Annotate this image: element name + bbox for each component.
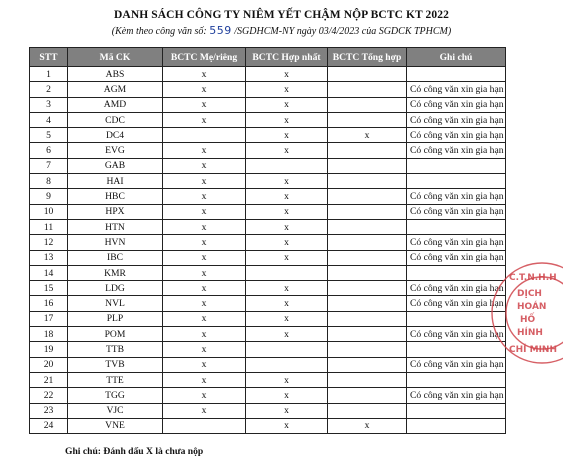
cell-parent-report: x bbox=[163, 296, 246, 311]
cell-consolidated-report: x bbox=[246, 388, 328, 403]
table-row bbox=[30, 327, 506, 342]
cell-combined-report bbox=[328, 296, 407, 311]
table-row bbox=[30, 97, 506, 112]
seal-text: DỊCH bbox=[517, 289, 542, 299]
col-header-code: Mã CK bbox=[68, 48, 163, 67]
cell-combined-report bbox=[328, 311, 407, 326]
cell-stock-code: HPX bbox=[68, 204, 163, 219]
cell-stt: 18 bbox=[30, 327, 68, 342]
cell-stt: 12 bbox=[30, 235, 68, 250]
cell-parent-report: x bbox=[163, 112, 246, 127]
cell-combined-report bbox=[328, 189, 407, 204]
cell-combined-report bbox=[328, 250, 407, 265]
cell-consolidated-report: x bbox=[246, 327, 328, 342]
cell-combined-report: x bbox=[328, 418, 407, 433]
cell-parent-report: x bbox=[163, 403, 246, 418]
table-row bbox=[30, 265, 506, 280]
cell-consolidated-report bbox=[246, 265, 328, 280]
cell-parent-report: x bbox=[163, 174, 246, 189]
table-row bbox=[30, 112, 506, 127]
cell-parent-report: x bbox=[163, 67, 246, 82]
cell-stock-code: AMD bbox=[68, 97, 163, 112]
col-header-consolidated-report: BCTC Hợp nhất bbox=[246, 48, 328, 67]
cell-stock-code: LDG bbox=[68, 281, 163, 296]
cell-stock-code: EVG bbox=[68, 143, 163, 158]
cell-note: Có công văn xin gia hạn bbox=[407, 235, 506, 250]
cell-combined-report bbox=[328, 143, 407, 158]
cell-stt: 1 bbox=[30, 67, 68, 82]
table-row bbox=[30, 250, 506, 265]
cell-consolidated-report: x bbox=[246, 250, 328, 265]
table-row bbox=[30, 174, 506, 189]
cell-consolidated-report: x bbox=[246, 67, 328, 82]
cell-parent-report: x bbox=[163, 250, 246, 265]
subtitle-prefix: (Kèm theo công văn số: bbox=[111, 26, 207, 37]
cell-stt: 13 bbox=[30, 250, 68, 265]
cell-parent-report: x bbox=[163, 219, 246, 234]
seal-text: HÍNH bbox=[517, 328, 543, 338]
cell-note bbox=[407, 372, 506, 387]
cell-stt: 8 bbox=[30, 174, 68, 189]
cell-consolidated-report: x bbox=[246, 82, 328, 97]
cell-stt: 17 bbox=[30, 311, 68, 326]
table-row bbox=[30, 418, 506, 433]
cell-note: Có công văn xin gia hạn bbox=[407, 143, 506, 158]
table-row bbox=[30, 342, 506, 357]
cell-parent-report: x bbox=[163, 281, 246, 296]
cell-parent-report: x bbox=[163, 357, 246, 372]
document-subtitle bbox=[0, 24, 563, 37]
table-row bbox=[30, 67, 506, 82]
cell-stt: 10 bbox=[30, 204, 68, 219]
cell-combined-report bbox=[328, 357, 407, 372]
cell-consolidated-report: x bbox=[246, 128, 328, 143]
table-row bbox=[30, 403, 506, 418]
cell-note: Có công văn xin gia hạn bbox=[407, 204, 506, 219]
cell-stt: 15 bbox=[30, 281, 68, 296]
cell-stt: 19 bbox=[30, 342, 68, 357]
table-row bbox=[30, 82, 506, 97]
cell-stock-code: VNE bbox=[68, 418, 163, 433]
cell-combined-report bbox=[328, 82, 407, 97]
cell-note bbox=[407, 174, 506, 189]
cell-note: Có công văn xin gia hạn bbox=[407, 327, 506, 342]
cell-consolidated-report bbox=[246, 357, 328, 372]
cell-combined-report bbox=[328, 219, 407, 234]
cell-stock-code: HAI bbox=[68, 174, 163, 189]
cell-parent-report: x bbox=[163, 143, 246, 158]
cell-stt: 21 bbox=[30, 372, 68, 387]
cell-note bbox=[407, 311, 506, 326]
cell-stt: 5 bbox=[30, 128, 68, 143]
cell-consolidated-report: x bbox=[246, 372, 328, 387]
cell-parent-report: x bbox=[163, 311, 246, 326]
cell-stt: 7 bbox=[30, 158, 68, 173]
table-row bbox=[30, 388, 506, 403]
seal-text: HOÁN bbox=[517, 302, 547, 312]
cell-note bbox=[407, 158, 506, 173]
cell-stt: 22 bbox=[30, 388, 68, 403]
footer-note: Ghi chú: Đánh dấu X là chưa nộp bbox=[65, 446, 204, 457]
cell-parent-report: x bbox=[163, 235, 246, 250]
cell-stt: 9 bbox=[30, 189, 68, 204]
cell-consolidated-report: x bbox=[246, 235, 328, 250]
table-header-row bbox=[30, 48, 506, 67]
document-title: DANH SÁCH CÔNG TY NIÊM YẾT CHẬM NỘP BCTC KT 2022 bbox=[114, 9, 449, 21]
cell-note bbox=[407, 219, 506, 234]
cell-stock-code: KMR bbox=[68, 265, 163, 280]
cell-consolidated-report: x bbox=[246, 296, 328, 311]
subtitle-suffix: /SGDHCM-NY ngày 03/4/2023 của SGDCK TPHCM) bbox=[234, 26, 452, 37]
cell-note: Có công văn xin gia hạn bbox=[407, 128, 506, 143]
cell-stt: 20 bbox=[30, 357, 68, 372]
cell-note: Có công văn xin gia hạn bbox=[407, 281, 506, 296]
cell-consolidated-report: x bbox=[246, 97, 328, 112]
cell-note bbox=[407, 403, 506, 418]
cell-note: Có công văn xin gia hạn bbox=[407, 388, 506, 403]
cell-combined-report bbox=[328, 112, 407, 127]
cell-combined-report bbox=[328, 158, 407, 173]
cell-stt: 2 bbox=[30, 82, 68, 97]
cell-combined-report bbox=[328, 174, 407, 189]
cell-stt: 3 bbox=[30, 97, 68, 112]
cell-combined-report bbox=[328, 204, 407, 219]
cell-stock-code: DC4 bbox=[68, 128, 163, 143]
table-row bbox=[30, 357, 506, 372]
cell-note: Có công văn xin gia hạn bbox=[407, 296, 506, 311]
table-row bbox=[30, 143, 506, 158]
cell-parent-report: x bbox=[163, 342, 246, 357]
cell-stt: 6 bbox=[30, 143, 68, 158]
seal-text: HỐ bbox=[520, 315, 536, 325]
cell-consolidated-report bbox=[246, 342, 328, 357]
dispatch-number: 559 bbox=[209, 24, 232, 37]
cell-parent-report: x bbox=[163, 97, 246, 112]
cell-stock-code: AGM bbox=[68, 82, 163, 97]
cell-note: Có công văn xin gia hạn bbox=[407, 250, 506, 265]
col-header-note: Ghi chú bbox=[407, 48, 506, 67]
table-row bbox=[30, 311, 506, 326]
cell-stock-code: POM bbox=[68, 327, 163, 342]
cell-stt: 16 bbox=[30, 296, 68, 311]
cell-consolidated-report: x bbox=[246, 112, 328, 127]
cell-stock-code: PLP bbox=[68, 311, 163, 326]
table-row bbox=[30, 189, 506, 204]
table-row bbox=[30, 235, 506, 250]
cell-stt: 23 bbox=[30, 403, 68, 418]
cell-note bbox=[407, 418, 506, 433]
cell-parent-report: x bbox=[163, 265, 246, 280]
cell-parent-report: x bbox=[163, 372, 246, 387]
cell-consolidated-report: x bbox=[246, 219, 328, 234]
cell-stt: 11 bbox=[30, 219, 68, 234]
cell-stock-code: TTB bbox=[68, 342, 163, 357]
cell-parent-report: x bbox=[163, 82, 246, 97]
cell-consolidated-report: x bbox=[246, 143, 328, 158]
cell-parent-report: x bbox=[163, 158, 246, 173]
cell-combined-report bbox=[328, 235, 407, 250]
cell-consolidated-report: x bbox=[246, 418, 328, 433]
cell-note bbox=[407, 342, 506, 357]
col-header-parent-report: BCTC Mẹ/riêng bbox=[163, 48, 246, 67]
cell-consolidated-report: x bbox=[246, 281, 328, 296]
cell-note: Có công văn xin gia hạn bbox=[407, 112, 506, 127]
cell-stt: 24 bbox=[30, 418, 68, 433]
col-header-stt: STT bbox=[30, 48, 68, 67]
cell-combined-report bbox=[328, 372, 407, 387]
cell-consolidated-report: x bbox=[246, 403, 328, 418]
cell-stt: 14 bbox=[30, 265, 68, 280]
cell-parent-report bbox=[163, 418, 246, 433]
cell-note: Có công văn xin gia hạn bbox=[407, 189, 506, 204]
cell-combined-report bbox=[328, 327, 407, 342]
cell-combined-report bbox=[328, 265, 407, 280]
cell-stock-code: TTE bbox=[68, 372, 163, 387]
cell-stock-code: HTN bbox=[68, 219, 163, 234]
col-header-combined-report: BCTC Tổng hợp bbox=[328, 48, 407, 67]
cell-stock-code: CDC bbox=[68, 112, 163, 127]
table-row bbox=[30, 281, 506, 296]
cell-note: Có công văn xin gia hạn bbox=[407, 82, 506, 97]
cell-stock-code: TVB bbox=[68, 357, 163, 372]
cell-combined-report bbox=[328, 97, 407, 112]
seal-text: C.T.N.H.H bbox=[509, 273, 557, 283]
cell-parent-report: x bbox=[163, 204, 246, 219]
cell-consolidated-report: x bbox=[246, 189, 328, 204]
cell-stock-code: HBC bbox=[68, 189, 163, 204]
table-row bbox=[30, 219, 506, 234]
cell-stock-code: GAB bbox=[68, 158, 163, 173]
cell-consolidated-report bbox=[246, 158, 328, 173]
cell-combined-report bbox=[328, 281, 407, 296]
cell-stock-code: NVL bbox=[68, 296, 163, 311]
late-filing-table bbox=[29, 47, 506, 434]
cell-consolidated-report: x bbox=[246, 174, 328, 189]
cell-combined-report bbox=[328, 403, 407, 418]
cell-combined-report bbox=[328, 342, 407, 357]
cell-note bbox=[407, 265, 506, 280]
cell-stock-code: ABS bbox=[68, 67, 163, 82]
cell-stock-code: HVN bbox=[68, 235, 163, 250]
cell-parent-report: x bbox=[163, 327, 246, 342]
cell-note: Có công văn xin gia hạn bbox=[407, 97, 506, 112]
cell-parent-report bbox=[163, 128, 246, 143]
cell-stock-code: VJC bbox=[68, 403, 163, 418]
cell-stock-code: IBC bbox=[68, 250, 163, 265]
cell-note: Có công văn xin gia hạn bbox=[407, 357, 506, 372]
table-row bbox=[30, 128, 506, 143]
cell-combined-report: x bbox=[328, 128, 407, 143]
cell-combined-report bbox=[328, 388, 407, 403]
cell-stock-code: TGG bbox=[68, 388, 163, 403]
cell-consolidated-report: x bbox=[246, 311, 328, 326]
cell-consolidated-report: x bbox=[246, 204, 328, 219]
cell-combined-report bbox=[328, 67, 407, 82]
cell-parent-report: x bbox=[163, 189, 246, 204]
table-row bbox=[30, 296, 506, 311]
table-row bbox=[30, 204, 506, 219]
table-row bbox=[30, 158, 506, 173]
cell-note bbox=[407, 67, 506, 82]
table-row bbox=[30, 372, 506, 387]
cell-parent-report: x bbox=[163, 388, 246, 403]
seal-text: CHÍ MINH bbox=[509, 345, 557, 355]
cell-stt: 4 bbox=[30, 112, 68, 127]
